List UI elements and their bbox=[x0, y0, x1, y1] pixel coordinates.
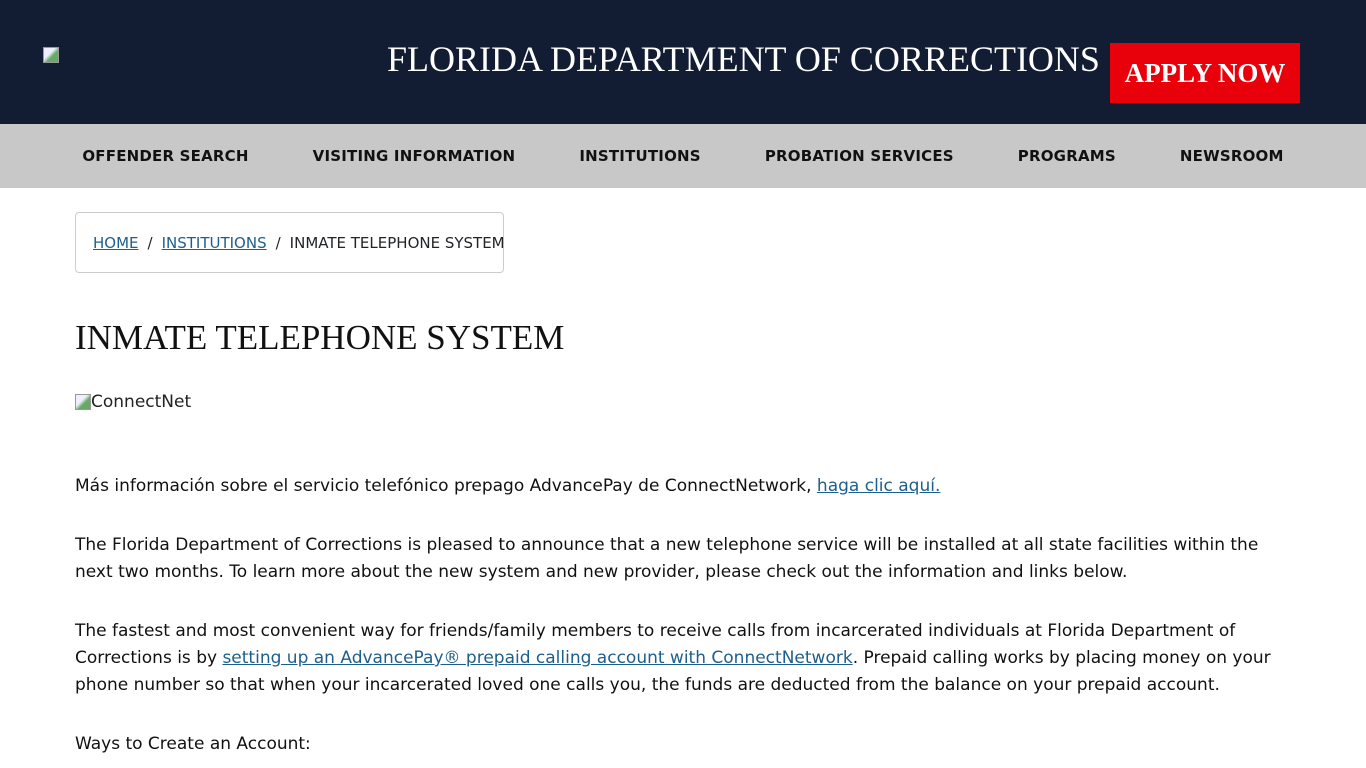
broken-image-icon bbox=[75, 394, 91, 410]
broken-image-icon bbox=[43, 47, 59, 63]
breadcrumb-separator: / bbox=[147, 233, 153, 252]
nav-programs[interactable]: PROGRAMS bbox=[1017, 147, 1116, 165]
site-header bbox=[0, 0, 1366, 124]
prepaid-paragraph bbox=[75, 618, 1290, 699]
site-title: FLORIDA DEPARTMENT OF CORRECTIONS bbox=[387, 39, 1100, 79]
image-alt-text: ConnectNet bbox=[91, 392, 192, 412]
connectnet-image bbox=[75, 392, 191, 412]
breadcrumb bbox=[75, 212, 504, 273]
nav-probation-services[interactable]: PROBATION SERVICES bbox=[764, 147, 954, 165]
advancepay-link[interactable]: setting up an AdvancePay® prepaid calling account with ConnectNetwork bbox=[222, 648, 853, 668]
page-title: INMATE TELEPHONE SYSTEM bbox=[75, 318, 565, 357]
paragraph-text: . Prepaid calling works by placing money on your phone number so that when your incarcerated loved one calls you, the funds are deducted from the balance on your prepaid account. bbox=[75, 648, 1271, 695]
spanish-info-link[interactable]: haga clic aquí. bbox=[816, 476, 941, 496]
ways-heading: Ways to Create an Account: bbox=[75, 734, 311, 754]
site-logo[interactable] bbox=[43, 45, 391, 65]
nav-offender-search[interactable]: OFFENDER SEARCH bbox=[82, 147, 249, 165]
paragraph-text: The fastest and most convenient way for friends/family members to receive calls from incarcerated individuals at Florida Department of Corrections is by bbox=[75, 621, 1236, 668]
breadcrumb-home[interactable]: HOME bbox=[93, 233, 139, 252]
nav-institutions[interactable]: INSTITUTIONS bbox=[579, 147, 701, 165]
announcement-paragraph: The Florida Department of Corrections is pleased to announce that a new telephone service will be installed at all state facilities within the next two months. To learn more about the new system and new provider, please check out the information and links below. bbox=[75, 535, 1259, 582]
paragraph-text: Más información sobre el servicio telefónico prepago AdvancePay de ConnectNetwork, bbox=[75, 476, 817, 496]
breadcrumb-current: INMATE TELEPHONE SYSTEM bbox=[289, 233, 505, 252]
apply-now-button[interactable]: APPLY NOW bbox=[1110, 43, 1300, 103]
breadcrumb-institutions[interactable]: INSTITUTIONS bbox=[161, 233, 267, 252]
nav-newsroom[interactable]: NEWSROOM bbox=[1179, 147, 1284, 165]
logo-alt-text: Florida Department of Corrections logo bbox=[59, 45, 391, 65]
main-nav bbox=[0, 124, 1366, 188]
breadcrumb-separator: / bbox=[275, 233, 281, 252]
nav-visiting-information[interactable]: VISITING INFORMATION bbox=[312, 147, 516, 165]
spanish-info-paragraph bbox=[75, 473, 1290, 500]
